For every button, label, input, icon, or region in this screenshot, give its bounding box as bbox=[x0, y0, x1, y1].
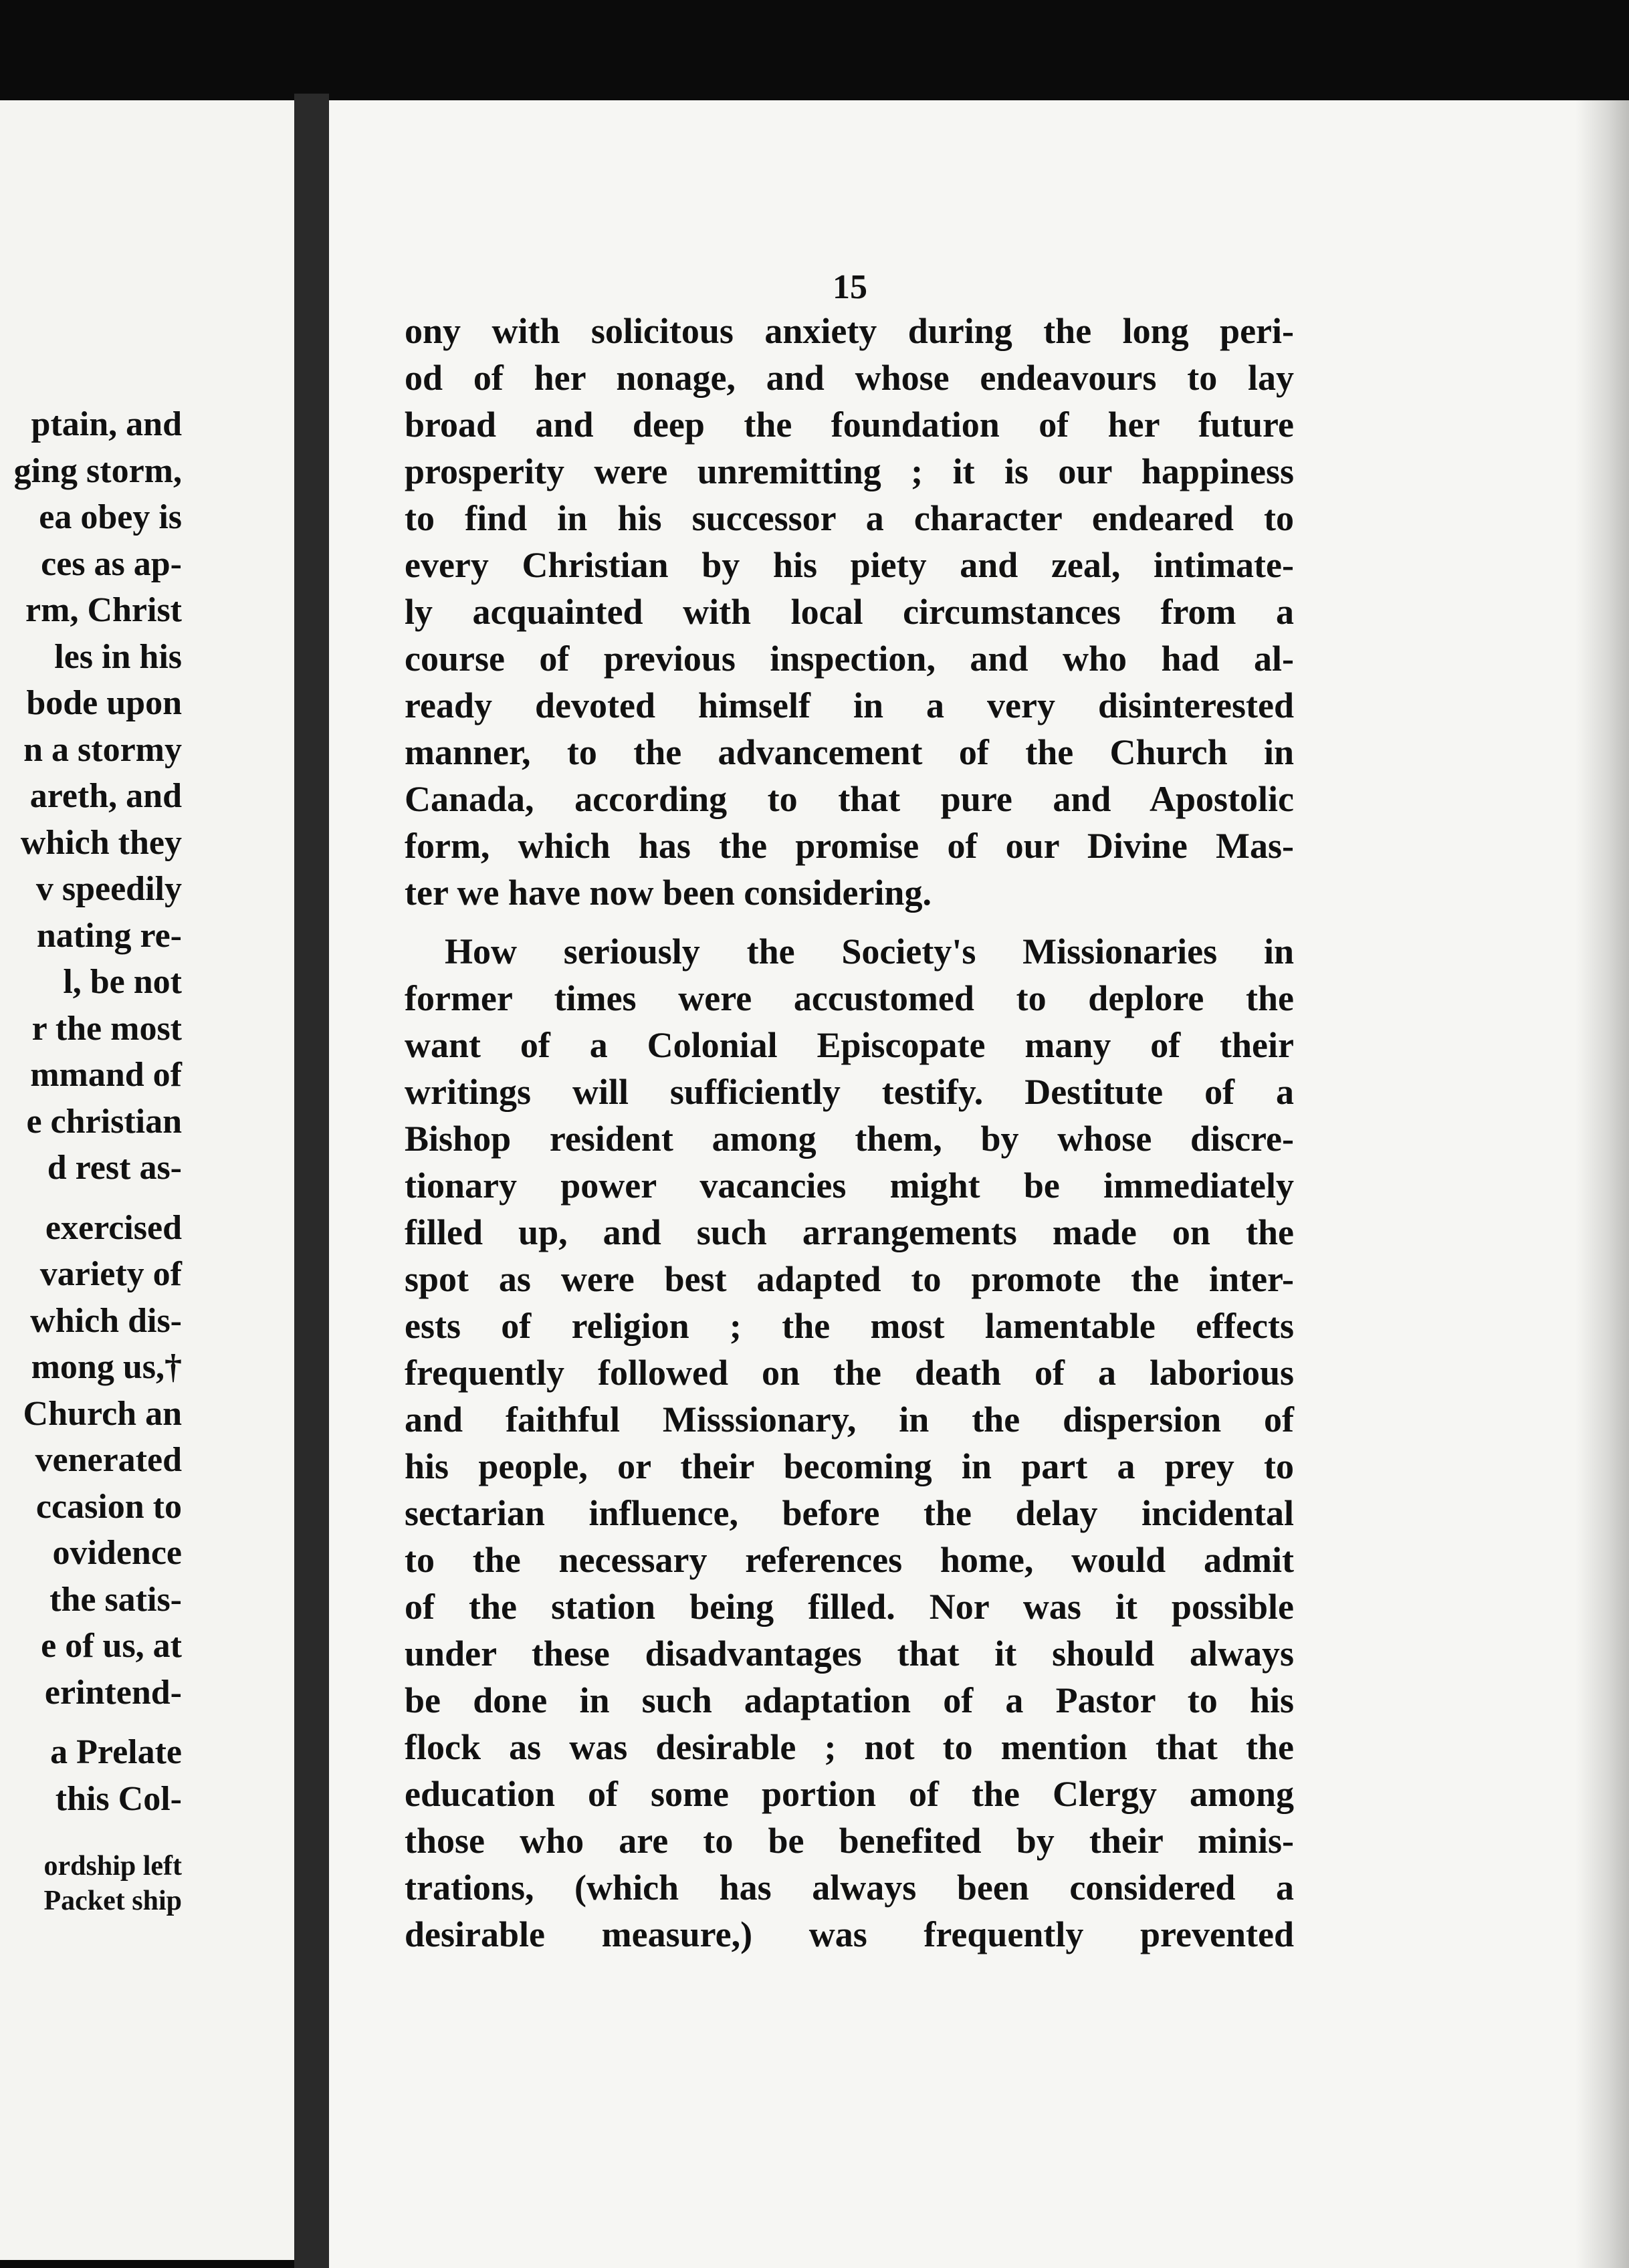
paragraph-gap bbox=[1, 1716, 182, 1729]
page-edge bbox=[1576, 100, 1629, 2268]
right-page-text bbox=[405, 308, 1294, 1958]
text-line: ests of religion ; the most lamentable effects bbox=[405, 1306, 1294, 1346]
left-line: r the most bbox=[31, 1009, 182, 1048]
left-line: exercised bbox=[45, 1208, 182, 1247]
text-line: education of some portion of the Clergy among bbox=[405, 1774, 1294, 1814]
text-line: want of a Colonial Episcopate many of their bbox=[405, 1025, 1294, 1065]
text-line: to the necessary references home, would admit bbox=[405, 1540, 1294, 1580]
left-line: this Col- bbox=[55, 1779, 182, 1818]
left-line: areth, and bbox=[29, 777, 182, 815]
left-page-text bbox=[1, 401, 182, 1918]
text-line: flock as was desirable ; not to mention that the bbox=[405, 1727, 1294, 1767]
text-line: Bishop resident among them, by whose discre- bbox=[405, 1119, 1294, 1159]
binding-gutter bbox=[294, 94, 329, 2268]
text-line: be done in such adaptation of a Pastor to his bbox=[405, 1680, 1294, 1720]
text-line: under these disadvantages that it should always bbox=[405, 1633, 1294, 1674]
text-line: former times were accustomed to deplore the bbox=[405, 978, 1294, 1018]
left-line: venerated bbox=[35, 1441, 182, 1479]
left-line: e of us, at bbox=[41, 1627, 182, 1665]
text-line: ter we have now been considering. bbox=[405, 873, 932, 913]
left-line: Church an bbox=[23, 1394, 182, 1433]
text-line: ready devoted himself in a very disinterested bbox=[405, 685, 1294, 725]
text-line: and faithful Misssionary, in the dispersion of bbox=[405, 1399, 1294, 1440]
text-line: Canada, according to that pure and Apostolic bbox=[405, 779, 1294, 819]
left-line: a Prelate bbox=[50, 1733, 182, 1771]
text-line: ony with solicitous anxiety during the long peri- bbox=[405, 311, 1294, 351]
text-line: filled up, and such arrangements made on the bbox=[405, 1212, 1294, 1252]
left-line: ea obey is bbox=[39, 498, 182, 536]
left-line: ptain, and bbox=[31, 405, 182, 443]
left-line: which dis- bbox=[30, 1301, 182, 1340]
left-line: n a stormy bbox=[23, 730, 182, 769]
text-line: every Christian by his piety and zeal, intimate- bbox=[405, 545, 1294, 585]
left-line: erintend- bbox=[44, 1673, 182, 1712]
text-line: How seriously the Society's Missionaries in bbox=[445, 931, 1294, 972]
paragraph-2 bbox=[405, 928, 1294, 1958]
paragraph-gap bbox=[1, 1192, 182, 1205]
left-line: which they bbox=[20, 823, 182, 862]
text-line: prosperity were unremitting ; it is our happiness bbox=[405, 451, 1294, 491]
left-line: rm, Christ bbox=[25, 591, 182, 629]
text-line: ly acquainted with local circumstances from a bbox=[405, 592, 1294, 632]
left-line: ovidence bbox=[52, 1534, 182, 1572]
left-line: d rest as- bbox=[47, 1149, 182, 1187]
left-line: ccasion to bbox=[35, 1487, 182, 1526]
left-footnote-line: Packet ship bbox=[43, 1886, 182, 1916]
text-line: manner, to the advancement of the Church in bbox=[405, 732, 1294, 772]
paragraph-gap bbox=[1, 1822, 182, 1849]
paragraph-1 bbox=[405, 308, 1294, 916]
page-number: 15 bbox=[833, 268, 867, 306]
text-line: desirable measure,) was frequently prevented bbox=[405, 1914, 1294, 1954]
left-line: the satis- bbox=[49, 1580, 182, 1619]
text-line: broad and deep the foundation of her future bbox=[405, 405, 1294, 445]
left-line: mong us,† bbox=[31, 1348, 182, 1386]
text-line: form, which has the promise of our Divine Mas- bbox=[405, 826, 1294, 866]
text-line: od of her nonage, and whose endeavours to lay bbox=[405, 358, 1294, 398]
text-line: to find in his successor a character endeared to bbox=[405, 498, 1294, 538]
left-line: ces as ap- bbox=[41, 544, 182, 583]
text-line: sectarian influence, before the delay incidental bbox=[405, 1493, 1294, 1533]
left-footnote-line: ordship left bbox=[43, 1851, 182, 1882]
text-line: spot as were best adapted to promote the inter- bbox=[405, 1259, 1294, 1299]
left-line: l, be not bbox=[63, 963, 182, 1001]
left-line: nating re- bbox=[36, 916, 182, 955]
text-line: writings will sufficiently testify. Destitute of a bbox=[405, 1072, 1294, 1112]
left-line: variety of bbox=[39, 1255, 182, 1293]
text-line: tionary power vacancies might be immediately bbox=[405, 1165, 1294, 1206]
text-line: those who are to be benefited by their minis- bbox=[405, 1821, 1294, 1861]
left-line: v speedily bbox=[35, 870, 182, 908]
text-line: his people, or their becoming in part a prey to bbox=[405, 1446, 1294, 1486]
text-line: course of previous inspection, and who had al- bbox=[405, 639, 1294, 679]
left-line: mmand of bbox=[30, 1056, 182, 1094]
left-line: les in his bbox=[54, 637, 182, 676]
left-line: e christian bbox=[26, 1102, 182, 1141]
left-line: bode upon bbox=[26, 684, 182, 722]
left-page bbox=[0, 100, 294, 2260]
left-line: ging storm, bbox=[13, 451, 182, 490]
text-line: frequently followed on the death of a laborious bbox=[405, 1353, 1294, 1393]
text-line: trations, (which has always been considered a bbox=[405, 1867, 1294, 1908]
text-line: of the station being filled. Nor was it possible bbox=[405, 1587, 1294, 1627]
